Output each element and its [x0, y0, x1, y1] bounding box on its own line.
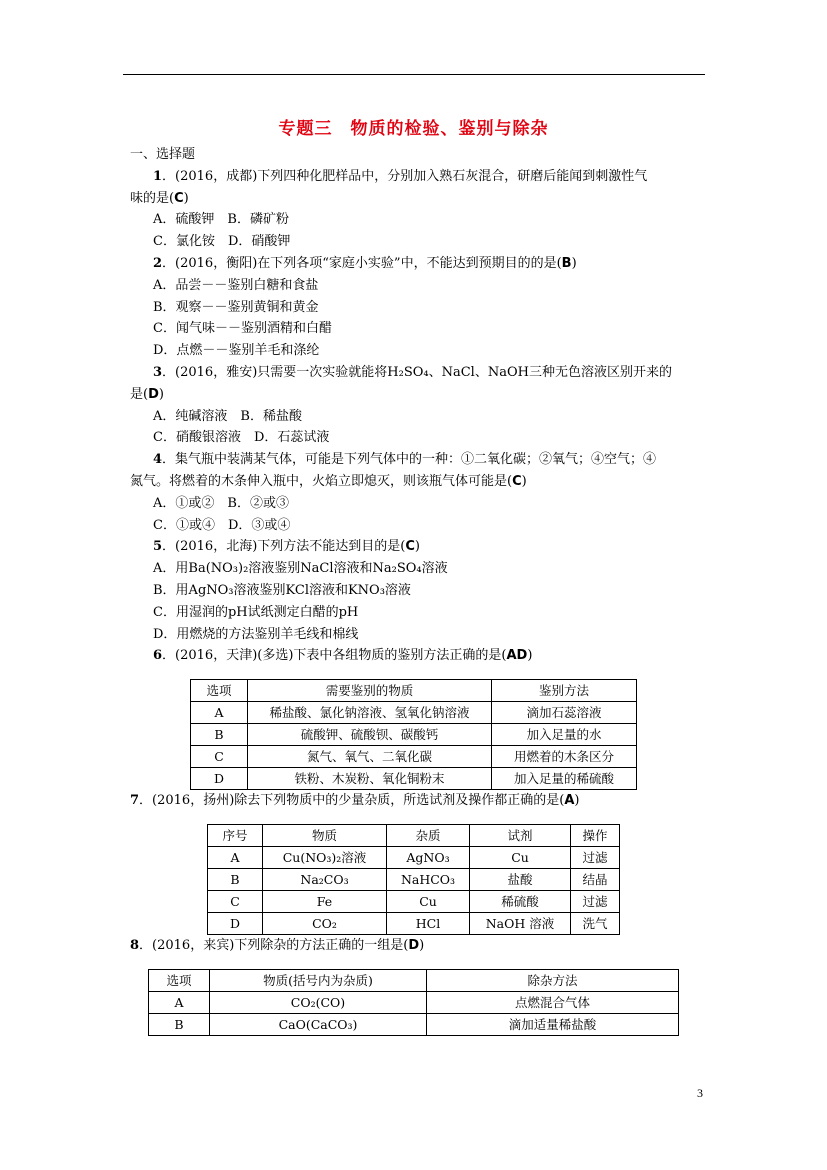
answer: D: [408, 937, 420, 953]
section-heading: 一、选择题: [130, 147, 196, 162]
table-row: [191, 724, 637, 746]
table-header-cell: 需要鉴别的物质: [248, 680, 492, 702]
document-body: [130, 144, 708, 1036]
page-title: 专题三 物质的检验、鉴别与除杂: [278, 119, 549, 139]
question-5: 5．(2016，北海)下列方法不能达到目的是(C): [153, 539, 420, 555]
table-row: [208, 846, 620, 868]
table-header-cell: 除杂方法: [427, 969, 679, 991]
table-cell: Cu: [470, 846, 571, 868]
option-line: D．点燃－－鉴别羊毛和涤纶: [153, 343, 320, 359]
table-cell: CO₂(CO): [210, 991, 427, 1013]
question-4-line-1: 4．集气瓶中装满某气体，可能是下列气体中的一种：①二氧化碳；②氧气；④空气；④: [153, 452, 657, 468]
answer: C: [174, 190, 184, 206]
option-line: C．闻气味－－鉴别酒精和白醋: [153, 321, 332, 337]
option-line: B．用AgNO₃溶液鉴别KCl溶液和KNO₃溶液: [153, 582, 411, 598]
question-1-line-1: 1．(2016，成都)下列四种化肥样品中，分别加入熟石灰混合，研磨后能闻到刺激性气: [153, 168, 648, 184]
table-header-row: [149, 969, 679, 991]
table-cell: A: [191, 702, 248, 724]
answer: D: [148, 386, 159, 402]
table-cell: 稀硫酸: [470, 890, 571, 912]
table-header-cell: 鉴别方法: [492, 680, 637, 702]
option-line: C．①或④ D．③或④: [153, 517, 291, 533]
table-row: [191, 746, 637, 768]
option-line: C．氯化铵 D．硝酸钾: [153, 234, 291, 250]
table-cell: Fe: [263, 890, 387, 912]
table-cell: Cu: [387, 890, 470, 912]
question-7: 7．(2016，扬州)除去下列物质中的少量杂质，所选试剂及操作都正确的是(A): [130, 793, 580, 809]
option-line: A．纯碱溶液 B．稀盐酸: [153, 408, 302, 424]
option-line: C．硝酸银溶液 D．石蕊试液: [153, 430, 330, 446]
option-line: B．观察－－鉴别黄铜和黄金: [153, 299, 319, 315]
table-cell: A: [208, 846, 263, 868]
question-4-line-2: 氮气。将燃着的木条伸入瓶中，火焰立即熄灭，则该瓶气体可能是(C): [130, 473, 527, 489]
question-3-line-1: 3．(2016，雅安)只需要一次实验就能将H₂SO₄、NaCl、NaOH三种无色溶液区别开来的: [153, 364, 672, 380]
table-header-cell: 试剂: [470, 824, 571, 846]
answer: C: [512, 473, 522, 489]
table-cell: 点燃混合气体: [427, 991, 679, 1013]
option-line: D．用燃烧的方法鉴别羊毛线和棉线: [153, 626, 359, 642]
table-header-cell: 操作: [571, 824, 620, 846]
table-header-row: [208, 824, 620, 846]
table-header-cell: 选项: [191, 680, 248, 702]
table-header-cell: 杂质: [387, 824, 470, 846]
answer: B: [561, 255, 572, 271]
table-cell: B: [208, 868, 263, 890]
option-line: A．用Ba(NO₃)₂溶液鉴别NaCl溶液和Na₂SO₄溶液: [153, 561, 448, 577]
table-q6: [190, 679, 637, 790]
table-cell: NaHCO₃: [387, 868, 470, 890]
table-cell: 硫酸钾、硫酸钡、碳酸钙: [248, 724, 492, 746]
table-row: [208, 868, 620, 890]
table-cell: AgNO₃: [387, 846, 470, 868]
option-line: C．用湿润的pH试纸测定白醋的pH: [153, 604, 359, 620]
option-line: A．①或② B．②或③: [153, 495, 289, 511]
question-1-line-2: 味的是(C): [130, 190, 189, 206]
table-cell: D: [208, 912, 263, 934]
table-q7: [207, 824, 620, 935]
question-8: 8．(2016，来宾)下列除杂的方法正确的一组是(D): [130, 937, 425, 953]
table-cell: 结晶: [571, 868, 620, 890]
table-cell: 盐酸: [470, 868, 571, 890]
table-cell: 滴加适量稀盐酸: [427, 1013, 679, 1035]
table-cell: 稀盐酸、氯化钠溶液、氢氧化钠溶液: [248, 702, 492, 724]
table-cell: D: [191, 768, 248, 790]
question-3-line-2: 是(D): [130, 386, 164, 402]
table-cell: C: [208, 890, 263, 912]
table-cell: 加入足量的稀硫酸: [492, 768, 637, 790]
header-rule: [123, 74, 705, 75]
table-row: [191, 768, 637, 790]
table-header-cell: 序号: [208, 824, 263, 846]
answer: AD: [506, 648, 528, 664]
table-cell: HCl: [387, 912, 470, 934]
table-cell: 过滤: [571, 890, 620, 912]
answer: A: [564, 793, 575, 809]
table-cell: NaOH 溶液: [470, 912, 571, 934]
question-2: 2．(2016，衡阳)在下列各项“家庭小实验”中，不能达到预期目的的是(B): [153, 255, 577, 271]
option-line: A．品尝－－鉴别白糖和食盐: [153, 277, 319, 293]
table-cell: A: [149, 991, 210, 1013]
table-header-cell: 物质: [263, 824, 387, 846]
question-6: 6．(2016，天津)(多选)下表中各组物质的鉴别方法正确的是(AD): [153, 648, 533, 664]
table-q8: [148, 969, 679, 1036]
table-cell: 滴加石蕊溶液: [492, 702, 637, 724]
table-cell: 加入足量的水: [492, 724, 637, 746]
table-cell: 过滤: [571, 846, 620, 868]
table-cell: 铁粉、木炭粉、氧化铜粉末: [248, 768, 492, 790]
table-header-cell: 物质(括号内为杂质): [210, 969, 427, 991]
table-cell: C: [191, 746, 248, 768]
table-row: [208, 912, 620, 934]
table-cell: 氮气、氧气、二氧化碳: [248, 746, 492, 768]
table-cell: 用燃着的木条区分: [492, 746, 637, 768]
table-row: [191, 702, 637, 724]
table-header-cell: 选项: [149, 969, 210, 991]
table-cell: B: [191, 724, 248, 746]
option-line: A．硫酸钾 B．磷矿粉: [153, 212, 289, 228]
table-cell: 洗气: [571, 912, 620, 934]
table-cell: Na₂CO₃: [263, 868, 387, 890]
page-number: 3: [697, 1086, 703, 1100]
table-row: [149, 1013, 679, 1035]
table-header-row: [191, 680, 637, 702]
table-cell: CO₂: [263, 912, 387, 934]
answer: C: [405, 539, 415, 555]
table-cell: CaO(CaCO₃): [210, 1013, 427, 1035]
table-row: [149, 991, 679, 1013]
table-cell: Cu(NO₃)₂溶液: [263, 846, 387, 868]
table-row: [208, 890, 620, 912]
table-cell: B: [149, 1013, 210, 1035]
